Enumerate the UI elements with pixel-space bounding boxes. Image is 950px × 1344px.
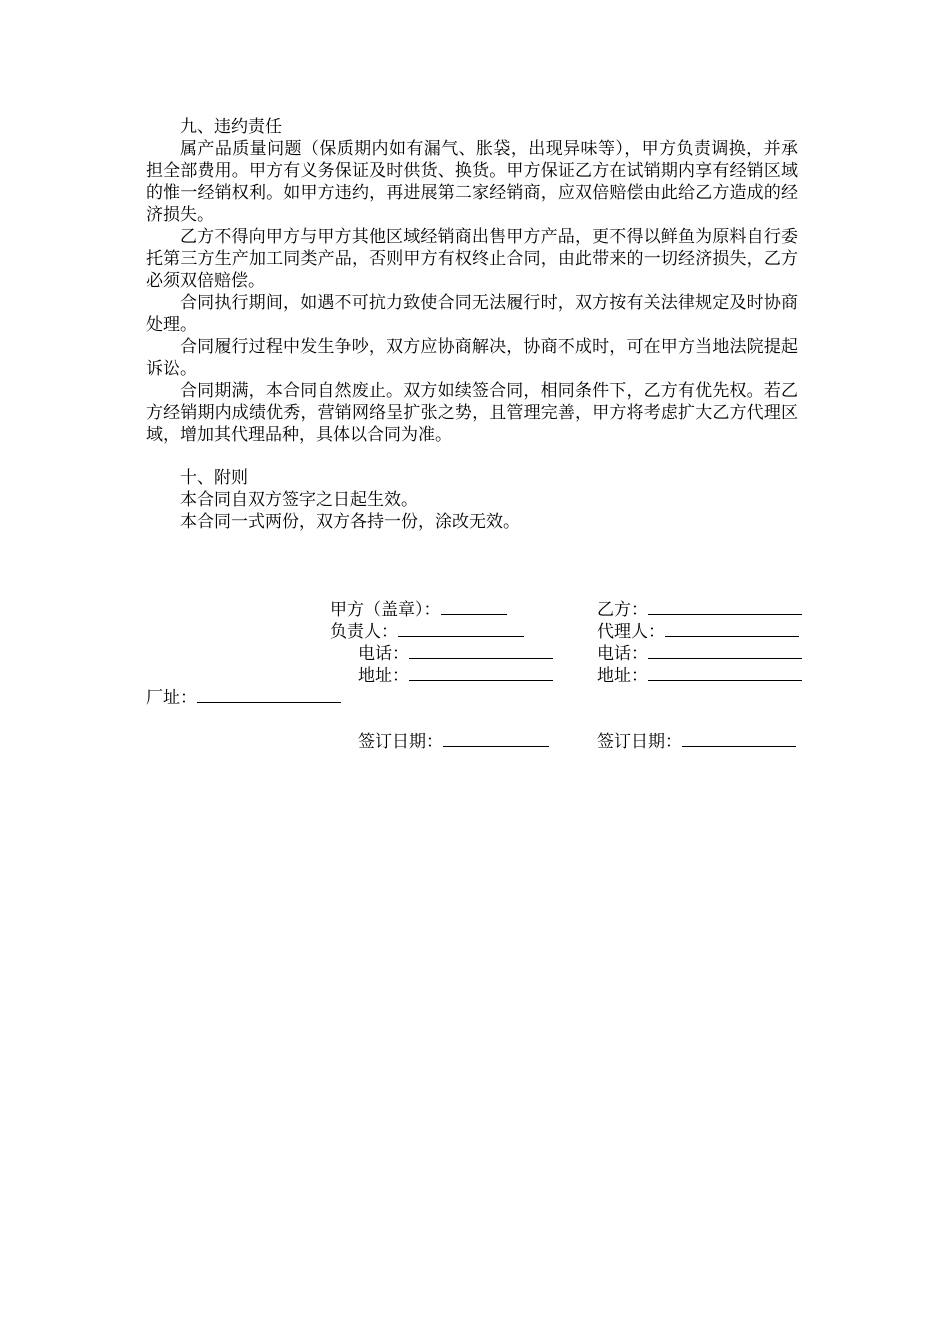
- phone-b-field: [597, 643, 802, 665]
- section-heading: 十、附则: [180, 468, 248, 488]
- party-b-label: 乙方：: [597, 600, 648, 620]
- party-a-blank: [441, 599, 507, 615]
- paragraph: 合同期满，本合同自然废止。双方如续签合同，相同条件下，乙方有优先权。若乙方经销期内成绩优秀，营销网络呈扩张之势，且管理完善，甲方将考虑扩大乙方代理区域，增加其代理品种，具体以合同为准。: [146, 381, 798, 445]
- section-heading: 九、违约责任: [180, 117, 282, 137]
- party-b-field: [597, 599, 802, 621]
- signing-date-a-field: [358, 731, 549, 753]
- responsible-blank: [398, 621, 524, 637]
- phone-a-blank: [409, 643, 553, 659]
- agent-field: [597, 621, 799, 643]
- phone-a-field: [358, 643, 553, 665]
- phone-b-blank: [648, 643, 802, 659]
- paragraph: 乙方不得向甲方与甲方其他区域经销商出售甲方产品，更不得以鲜鱼为原料自行委托第三方生产加工同类产品，否则甲方有权终止合同，由此带来的一切经济损失，乙方必须双倍赔偿。: [146, 227, 798, 291]
- paragraph: 合同履行过程中发生争吵，双方应协商解决，协商不成时，可在甲方当地法院提起诉讼。: [146, 337, 798, 379]
- signing-date-a-blank: [443, 731, 549, 747]
- factory-blank: [197, 687, 341, 703]
- address-b-field: [597, 665, 802, 687]
- address-b-blank: [648, 665, 802, 681]
- agent-label: 代理人：: [597, 622, 665, 642]
- responsible-label: 负责人：: [330, 622, 398, 642]
- party-a-label: 甲方（盖章）：: [330, 600, 441, 620]
- party-a-field: [330, 599, 507, 621]
- signing-date-b-blank: [682, 731, 796, 747]
- signing-date-b-label: 签订日期：: [597, 732, 682, 752]
- paragraph: 本合同自双方签字之日起生效。: [180, 490, 418, 510]
- paragraph: 合同执行期间，如遇不可抗力致使合同无法履行时，双方按有关法律规定及时协商处理。: [146, 293, 798, 335]
- factory-label: 厂址：: [146, 688, 197, 708]
- signing-date-b-field: [597, 731, 796, 753]
- factory-address-field: [146, 687, 341, 709]
- phone-b-label: 电话：: [597, 644, 648, 664]
- paragraph: 本合同一式两份，双方各持一份，涂改无效。: [180, 512, 520, 532]
- address-b-label: 地址：: [597, 666, 648, 686]
- section-breach-liability: [146, 116, 798, 446]
- paragraph: 属产品质量问题（保质期内如有漏气、胀袋，出现异味等），甲方负责调换，并承担全部费用。甲方有义务保证及时供货、换货。甲方保证乙方在试销期内享有经销区域的惟一经销权利。如甲方违约，再进展第二家经销商，应双倍赔偿由此给乙方造成的经济损失。: [146, 139, 798, 225]
- party-b-blank: [648, 599, 802, 615]
- agent-blank: [665, 621, 799, 637]
- address-a-blank: [409, 665, 553, 681]
- section-supplementary-provisions: [146, 467, 798, 533]
- signing-date-a-label: 签订日期：: [358, 732, 443, 752]
- phone-a-label: 电话：: [358, 644, 409, 664]
- address-a-label: 地址：: [358, 666, 409, 686]
- address-a-field: [358, 665, 553, 687]
- responsible-person-field: [330, 621, 524, 643]
